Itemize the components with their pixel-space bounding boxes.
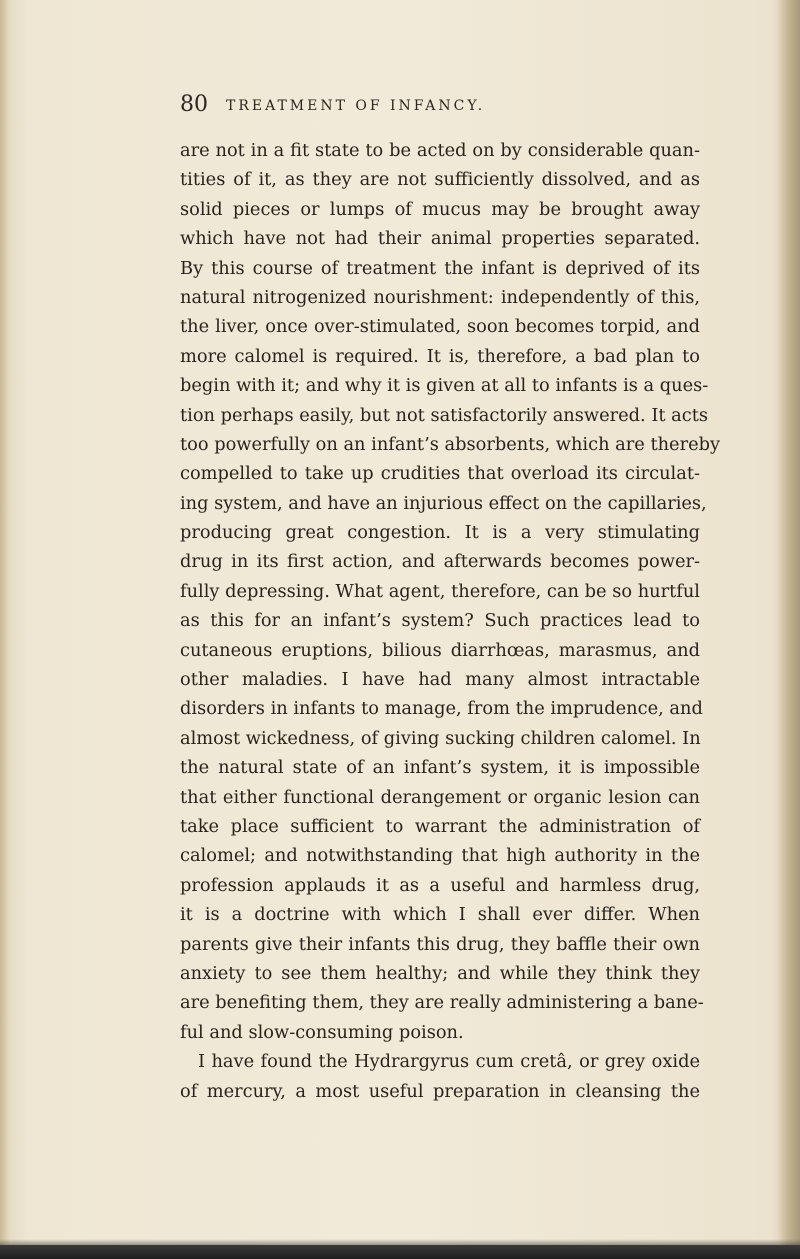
text-line: drug in its first action, and afterwards becomes power- bbox=[180, 551, 700, 573]
text-line: ing system, and have an injurious effect on the capillaries, bbox=[180, 492, 707, 514]
page-gutter-shadow bbox=[0, 0, 10, 1259]
text-line: are benefiting them, they are really administering a bane- bbox=[180, 992, 704, 1014]
page-header bbox=[180, 92, 700, 122]
text-line: By this course of treatment the infant is deprived of its bbox=[180, 257, 700, 279]
text-line: the liver, once over-stimulated, soon becomes torpid, and bbox=[180, 316, 700, 338]
text-line: I have found the Hydrargyrus cum cretâ, or grey oxide bbox=[198, 1051, 700, 1073]
text-line: anxiety to see them healthy; and while they think they bbox=[180, 962, 700, 984]
text-line: calomel; and notwithstanding that high authority in the bbox=[180, 845, 700, 867]
body-text bbox=[180, 136, 721, 1106]
page-number: 80 bbox=[180, 92, 208, 117]
text-line: too powerfully on an infant’s absorbents, which are thereby bbox=[180, 433, 721, 455]
text-line: fully depressing. What agent, therefore, can be so hurtful bbox=[180, 580, 700, 602]
text-line: producing great congestion. It is a very stimulating bbox=[180, 522, 700, 544]
text-line: the natural state of an infant’s system, it is impossible bbox=[180, 757, 700, 779]
text-line: of mercury, a most useful preparation in cleansing the bbox=[180, 1080, 700, 1102]
text-line: almost wickedness, of giving sucking children calomel. In bbox=[180, 727, 701, 749]
text-line: profession applauds it as a useful and harmless drug, bbox=[180, 874, 700, 896]
text-line: are not in a fit state to be acted on by considerable quan- bbox=[180, 140, 700, 161]
text-line: tities of it, as they are not sufficiently dissolved, and as bbox=[180, 169, 700, 191]
text-line: which have not had their animal properties separated. bbox=[180, 228, 700, 250]
running-head: TREATMENT OF INFANCY. bbox=[226, 98, 486, 114]
text-line: tion perhaps easily, but not satisfactorily answered. It acts bbox=[180, 404, 708, 426]
text-line: begin with it; and why it is given at all to infants is a ques- bbox=[180, 375, 709, 397]
text-line: take place sufficient to warrant the administration of bbox=[180, 815, 700, 837]
text-line: cutaneous eruptions, bilious diarrhœas, marasmus, and bbox=[180, 639, 700, 661]
text-line: other maladies. I have had many almost intractable bbox=[180, 669, 700, 691]
text-line: as this for an infant’s system? Such practices lead to bbox=[180, 610, 700, 632]
text-line: more calomel is required. It is, therefore, a bad plan to bbox=[180, 345, 700, 367]
text-line: ful and slow-consuming poison. bbox=[180, 1021, 464, 1043]
text-line: that either functional derangement or organic lesion can bbox=[180, 786, 700, 808]
text-line: it is a doctrine with which I shall ever differ. When bbox=[180, 904, 700, 926]
text-line: compelled to take up crudities that overload its circulat- bbox=[180, 463, 700, 485]
text-line: natural nitrogenized nourishment: independently of this, bbox=[180, 286, 700, 308]
text-line: disorders in infants to manage, from the imprudence, and bbox=[180, 698, 703, 720]
page-edge-shadow bbox=[778, 0, 800, 1259]
text-line: solid pieces or lumps of mucus may be brought away bbox=[180, 198, 700, 220]
page-bottom-edge bbox=[0, 1245, 800, 1259]
text-line: parents give their infants this drug, they baffle their own bbox=[180, 933, 700, 955]
